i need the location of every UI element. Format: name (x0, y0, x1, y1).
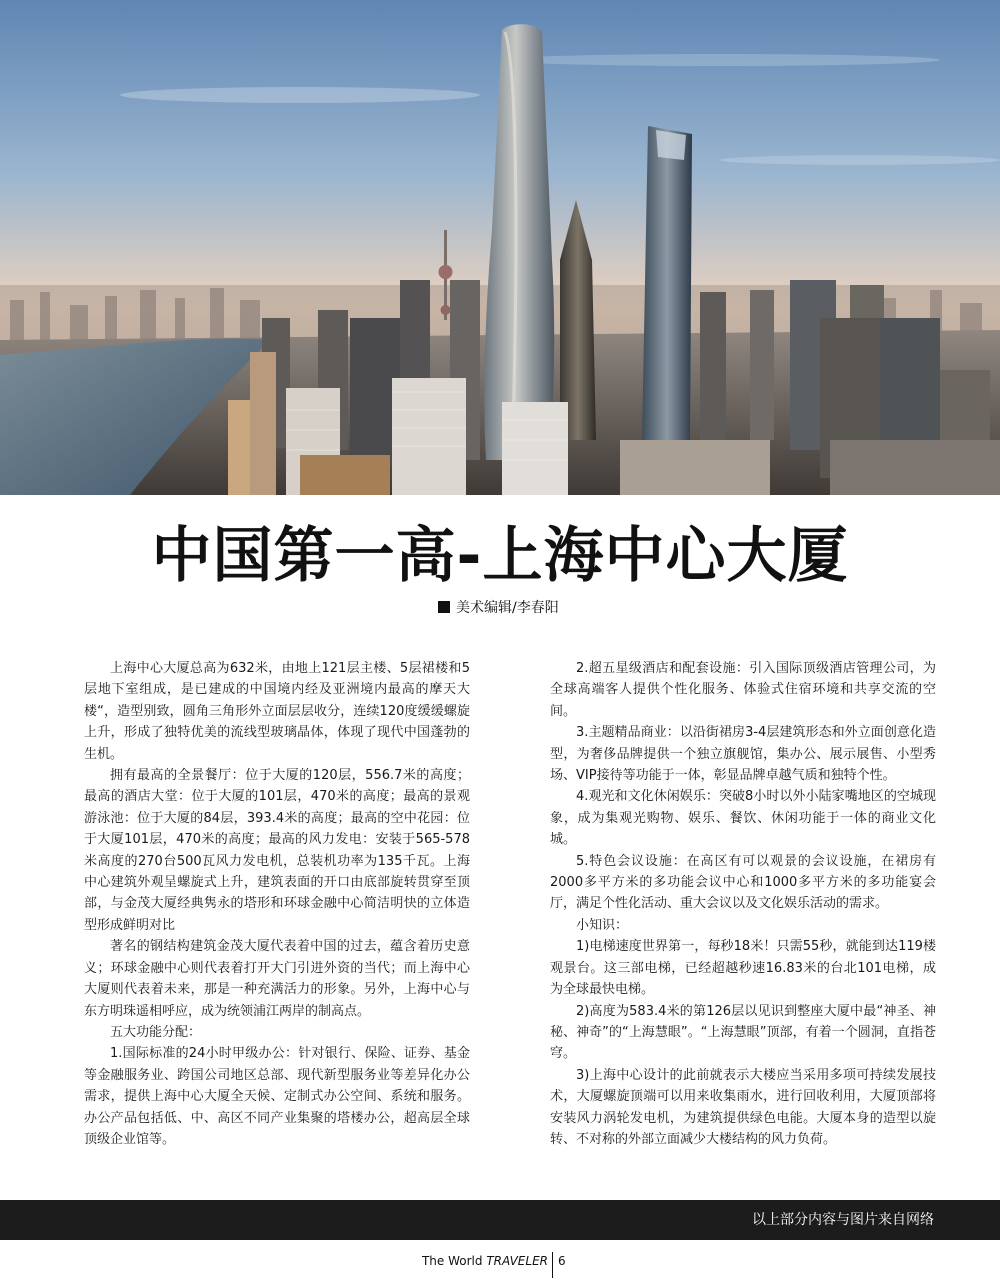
page-footer (0, 1252, 1000, 1274)
paragraph: 1.国际标准的24小时甲级办公：针对银行、保险、证券、基金等金融服务业、跨国公司地区总部、现代新型服务业等差异化办公需求，提供上海中心大厦全天候、定制式办公空间、系统和服务。办公产品包括低、中、高区不同产业集聚的塔楼办公，超高层全球顶级企业馆等。 (84, 1046, 470, 1147)
byline-text: 美术编辑/李春阳 (456, 600, 559, 616)
paragraph: 拥有最高的全景餐厅：位于大厦的120层，556.7米的高度；最高的酒店大堂：位于大厦的101层，470米的高度；最高的景观游泳池：位于大厦的84层，393.4米的高度；最高的空中花园：位于大厦101层，470米的高度；最高的风力发电：安装于565-578米高度的270台500瓦风力发电机，总装机功率为135千瓦。上海中心建筑外观呈螺旋式上升，建筑表面的开口由底部旋转贯穿至顶部，与金茂大厦经典隽永的塔形和环球金融中心简洁明快的立体造型形成鲜明对比 (84, 768, 470, 933)
magazine-suffix: TRAVELER (486, 1254, 548, 1268)
page-number: 6 (558, 1254, 566, 1268)
paragraph: 4.观光和文化休闲娱乐：突破8小时以外小陆家嘴地区的空城现象，成为集观光购物、娱乐、餐饮、休闲功能于一体的商业文化城。 (550, 789, 936, 848)
paragraph: 小知识： (576, 917, 629, 933)
right-column (550, 658, 936, 1150)
magazine-name (422, 1252, 548, 1270)
byline (438, 597, 559, 619)
shanghai-world-financial-center (642, 126, 692, 440)
paragraph: 2.超五星级酒店和配套设施：引入国际顶级酒店管理公司，为全球高端客人提供个性化服务、体验式住宿环境和共享交流的空间。 (550, 661, 936, 719)
paragraph: 五大功能分配： (110, 1024, 202, 1040)
paragraph: 上海中心大厦总高为632米，由地上121层主楼、5层裙楼和5层地下室组成，是已建成的中国境内经及亚洲境内最高的摩天大楼“，造型别致，圆角三角形外立面层层收分，连续120度缓缓螺旋上升，形成了独特优美的流线型玻璃晶体，体现了现代中国蓬勃的生机。 (84, 661, 470, 762)
paragraph: 著名的钢结构建筑金茂大厦代表着中国的过去，蕴含着历史意义；环球金融中心则代表着打开大门引进外资的当代；而上海中心大厦则代表着未来，那是一种充满活力的形象。另外，上海中心与东方明珠遥相呼应，成为统领浦江两岸的制高点。 (84, 939, 470, 1019)
paragraph: 1)电梯速度世界第一，每秒18米！只需55秒，就能到达119楼观景台。这三部电梯，已经超越秒速16.83米的台北101电梯，成为全球最快电梯。 (550, 939, 936, 998)
paragraph: 5.特色会议设施：在高区有可以观景的会议设施，在裙房有2000多平方米的多功能会议中心和1000多平方米的多功能宴会厅，满足个性化活动、重大会议以及文化娱乐活动的需求。 (550, 853, 936, 912)
article-title: 中国第一高-上海中心大厦 (151, 521, 849, 591)
paragraph: 3)上海中心设计的此前就表示大楼应当采用多项可持续发展技术，大厦螺旋顶端可以用来收集雨水，进行回收利用，大厦顶部将安装风力涡轮发电机，为建筑提供绿色电能。大厦本身的造型以旋转、不对称的外部立面减少大楼结构的风力负荷。 (550, 1067, 936, 1147)
paragraph: 2)高度为583.4米的第126层以见识到整座大厦中最“神圣、神秘、神奇”的“上海慧眼”。“上海慧眼”顶部，有着一个圆洞，直指苍穹。 (550, 1003, 936, 1062)
footer-divider (552, 1252, 553, 1278)
magazine-prefix: The World (421, 1254, 483, 1268)
paragraph: 3.主题精品商业：以沿街裙房3-4层建筑形态和外立面创意化造型，为奢侈品牌提供一个独立旗舰馆，集办公、展示展售、小型秀场、VIP接待等功能于一体，彰显品牌卓越气质和独特个性。 (550, 725, 936, 784)
byline-square-icon (438, 601, 450, 613)
skyline-illustration (0, 0, 1000, 495)
hero-photo-shanghai-skyline (0, 0, 1000, 495)
credit-note: 以上部分内容与图片来自网络 (752, 1212, 934, 1228)
left-column (84, 658, 470, 1150)
footer-bar (0, 1200, 1000, 1240)
